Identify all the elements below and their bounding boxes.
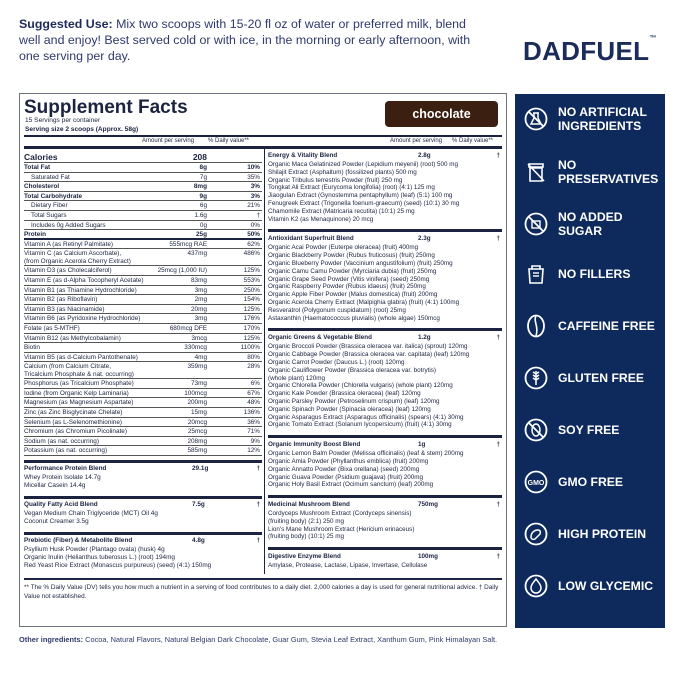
blend-dv: † (496, 334, 500, 342)
claim-label: NO FILLERS (558, 267, 631, 281)
blend-ingredient: Amylase, Protease, Lactase, Lipase, Invertase, Cellulase (268, 562, 428, 570)
nutrient-name: Potassium (as nat. occurring) (24, 447, 108, 455)
svg-text:GMO: GMO (527, 480, 545, 487)
serving-size: Serving size 2 scoops (Approx. 58g) (25, 126, 139, 133)
nutrient-dv: 125% (243, 334, 260, 342)
column-divider (264, 149, 265, 574)
nutrient-row (24, 398, 262, 408)
blend-ingredient: Organic Maca Gelatinized Powder (Lepidium meyenii) (root) 500 mg (268, 161, 459, 168)
amount-header-right: Amount per serving (390, 138, 443, 144)
protein-icon (524, 522, 548, 546)
claim-label: LOW GLYCEMIC (558, 579, 654, 593)
blend-ingredient: Organic Camu Camu Powder (Myrciaria dubia) (fruit) 250mg (268, 267, 437, 275)
nutrient-row (24, 379, 262, 389)
nutrient-dv: 35% (247, 173, 260, 181)
blend-amount: 100mg (418, 553, 438, 561)
soy-cross-icon (524, 418, 548, 442)
nutrient-dv: 176% (243, 315, 260, 323)
blend-section (268, 328, 502, 432)
claim-label: HIGH PROTEIN (558, 527, 647, 541)
nutrient-amount: 3mcg (191, 334, 207, 342)
blend-ingredient: Red Yeast Rice Extract (Monascus purpureus) (seed) (4:1) 150mg (24, 562, 212, 570)
blend-name: Antioxidant Superfruit Blend (268, 235, 354, 243)
nutrient-row (24, 192, 262, 202)
blend-amount: 29.1g (192, 465, 209, 473)
flavor-badge: chocolate (385, 101, 498, 127)
supplement-facts-panel (19, 93, 507, 627)
blend-name: Performance Protein Blend (24, 465, 107, 473)
brand-logo (523, 36, 657, 67)
blend-ingredient: Cordyceps Mushroom Extract (Cordyceps sinensis) (268, 510, 412, 518)
nutrient-name: Selenium (as L-Selenomethionine) (24, 418, 123, 426)
nutrient-name: Vitamin C (as Calcium Ascorbate), (from Organic Acerola Cherry Extract) (24, 250, 131, 265)
blend-ingredient: Organic Holy Basil Extract (Ocimum sanctum) (leaf) 200mg (268, 481, 434, 489)
claim-item (524, 210, 623, 238)
nutrient-amount: 20mcg (187, 418, 207, 426)
blend-ingredient: Tongkat Ali Extract (Eurycoma longifolia) (root) (4:1) 125 mg (268, 184, 435, 192)
nutrient-row (24, 230, 262, 240)
blend-ingredient: Resveratrol (Polygonum cuspidatum) (root) 25mg (268, 306, 406, 314)
drop-icon (524, 574, 548, 598)
blend-ingredient: Lion's Mane Mushroom Extract (Hericium erinaceus) (268, 525, 415, 533)
claim-label: CAFFEINE FREE (558, 319, 655, 333)
blend-ingredient: Whey Protein Isolate 14.7g (24, 474, 101, 482)
blend-ingredient: Organic Tribulus terrestris Powder (fruit) 250 mg (268, 176, 403, 184)
jar-cross-icon (524, 160, 548, 184)
nutrient-dv: 486% (243, 250, 260, 258)
blend-ingredient: Jiaogulan Extract (Gynostemma pentaphyllum) (leaf) (5:1) 100 mg (268, 192, 453, 200)
nutrient-dv: 67% (247, 389, 260, 397)
blend-header (24, 500, 262, 510)
blend-ingredient: Organic Lemon Balm Powder (Melissa officinalis) (leaf & stem) 200mg (268, 450, 464, 458)
blend-ingredient: Organic Apple Fiber Powder (Malus domestica) (fruit) 200mg (268, 291, 438, 299)
nutrient-row (24, 221, 262, 231)
blend-ingredient: Chamomile Extract (Matricaria recutita) (10:1) 25 mg (268, 207, 415, 215)
nutrient-dv: 10% (247, 164, 260, 171)
nutrient-dv: 48% (247, 399, 260, 407)
blend-name: Energy & Vitality Blend (268, 152, 338, 159)
calories-row (24, 151, 262, 163)
brand-tm: ™ (649, 35, 657, 42)
nutrient-dv: 71% (247, 428, 260, 436)
blend-header (268, 151, 502, 161)
blend-amount: 4.8g (192, 537, 205, 545)
nutrient-amount: 4mg (194, 353, 207, 361)
blend-ingredient: (fruiting body) (2:1) 250 mg (268, 517, 344, 525)
nutrient-row (24, 305, 262, 315)
other-ingredients-label: Other ingredients: (19, 635, 84, 644)
blend-dv: † (256, 501, 260, 509)
header-rule (24, 135, 502, 137)
facts-serving-info (25, 116, 138, 134)
blend-section (24, 460, 262, 493)
claim-label: GMO FREE (558, 475, 624, 489)
claim-item (524, 158, 658, 186)
nutrient-name: Iodine (from Organic Kelp Laminaria) (24, 389, 129, 397)
claim-item (524, 522, 646, 546)
nutrient-dv: 12% (247, 447, 260, 455)
nutrient-name: Vitamin B6 (as Pyridoxine Hydrochloride) (24, 315, 141, 323)
nutrient-name: Sodium (as nat. occurring) (24, 437, 99, 445)
blend-ingredient: Organic Carrot Powder (Daucus L.) (root) 120mg (268, 358, 405, 366)
nutrient-name: Includes 0g Added Sugars (31, 221, 106, 229)
blend-ingredient: Organic Raspberry Powder (Rubus idaeus) (fruit) 250mg (268, 283, 426, 291)
nutrient-amount: 437mg (187, 250, 207, 258)
blend-ingredient: Organic Cabbage Powder (Brassica oleracea var. capitata) (leaf) 120mg (268, 351, 470, 359)
blend-ingredient: Organic Chlorella Powder (Chlorella vulgaris) (whole plant) 120mg (268, 382, 453, 390)
nutrient-row (24, 418, 262, 428)
nutrient-amount: 2mg (194, 296, 207, 304)
blend-ingredient: Vegan Medium Chain Triglyceride (MCT) Oil 4g (24, 510, 158, 518)
blend-name: Prebiotic (Fiber) & Metabolite Blend (24, 537, 133, 545)
nutrient-amount: 25g (195, 231, 207, 239)
nutrient-amount: 200mg (187, 399, 207, 407)
nutrient-row (24, 266, 262, 276)
amount-header-left: Amount per serving (142, 138, 195, 144)
blend-ingredient: Organic Annatto Powder (Bixa orellana) (seed) 200mg (268, 465, 420, 473)
nutrient-name: Vitamin E (as d-Alpha Tocopheryl Acetate) (24, 276, 144, 284)
nutrient-row (24, 240, 262, 250)
nutrient-amount: 555mcg RAE (169, 240, 207, 248)
nutrient-dv: 1100% (240, 344, 260, 352)
nutrient-row (24, 389, 262, 399)
blend-name: Organic Immunity Boost Blend (268, 441, 361, 449)
claim-label: NO ADDED SUGAR (558, 210, 623, 238)
nutrient-name: Protein (24, 231, 47, 239)
blend-ingredient: Fenugreek Extract (Trigonella foenum-graecum) (seed) (10:1) 30 mg (268, 199, 460, 207)
nutrient-name: Vitamin B5 (as d-Calcium Pantothenate) (24, 353, 138, 361)
nutrient-amount: 83mg (191, 276, 207, 284)
nutrient-row (24, 437, 262, 447)
nutrient-row (24, 163, 262, 173)
blend-ingredient: Organic Cauliflower Powder (Brassica oleracea var. botrytis) (268, 366, 436, 374)
dv-header-right: % Daily value** (452, 138, 494, 144)
other-ingredients (19, 635, 507, 646)
nutrient-name: Cholesterol (24, 183, 60, 191)
blend-ingredient: Astaxanthin (Haematococcus pluvialis) (whole algae) 150mcg (268, 314, 440, 322)
blend-amount: 1.2g (418, 334, 431, 342)
blend-ingredient: Organic Grape Seed Powder (Vitis vinifera) (seed) 250mg (268, 275, 430, 283)
nutrient-amount: 20mg (191, 305, 207, 313)
nutrient-amount: 73mg (191, 380, 207, 388)
thick-rule (24, 146, 502, 149)
blend-ingredient: Organic Parsley Powder (Petroselinum crispum) (leaf) 120mg (268, 397, 440, 405)
nutrient-row (24, 343, 262, 353)
blend-ingredient: Organic Tomato Extract (Solanum lycopersicum) (fruit) (4:1) 30mg (268, 421, 452, 429)
nutrient-dv: 36% (247, 418, 260, 426)
blend-header (268, 234, 502, 244)
blend-ingredient: Shilajit Extract (Asphaltum) (fossilized plants) 500 mg (268, 168, 417, 176)
nutrient-dv: 9% (250, 437, 260, 445)
nutrient-dv: 80% (247, 353, 260, 361)
suggested-use-text: Mix two scoops with 15-20 fl oz of water or preferred milk, blend well and enjoy! Best served cold or with ice, in the morning or early afternoon, with one serving per day. (19, 17, 471, 63)
claim-item (524, 418, 619, 442)
nutrient-name: Magnesium (as Magnesium Aspartate) (24, 399, 134, 407)
claim-item (524, 366, 644, 390)
calories-label: Calories (24, 152, 58, 162)
nutrient-name: Total Carbohydrate (24, 192, 83, 200)
blend-ingredient: Organic Broccoli Powder (Brassica oleracea var. italica) (sprout) 120mg (268, 343, 468, 351)
nutrient-dv: 21% (247, 202, 260, 210)
nutrient-amount: 8g (199, 164, 207, 171)
claim-label: GLUTEN FREE (558, 371, 644, 385)
nutrient-name: Phosphorus (as Tricalcium Phosphate) (24, 380, 134, 388)
calories-value: 208 (192, 152, 207, 162)
nutrient-row (24, 427, 262, 437)
claim-label: NO PRESERVATIVES (558, 158, 659, 186)
nutrient-dv: 28% (247, 363, 260, 371)
blend-name: Quality Fatty Acid Blend (24, 501, 98, 509)
nutrient-name: Total Fat (24, 164, 51, 171)
blend-ingredient: Psyllium Husk Powder (Plantago ovata) (husk) 4g (24, 546, 165, 554)
nutrient-row (24, 334, 262, 344)
claim-item (524, 105, 647, 133)
nutrient-amount: 7g (199, 173, 207, 181)
blend-header (24, 536, 262, 546)
nutrient-amount: 330mcg (184, 344, 207, 352)
blend-ingredient: Organic Asparagus Extract (Asparagus officinalis) (spears) (4:1) 30mg (268, 413, 464, 421)
blend-dv: † (256, 537, 260, 545)
nutrient-row (24, 295, 262, 305)
nutrient-name: Vitamin A (as Retinyl Palmitate) (24, 240, 114, 248)
nutrient-dv: 136% (243, 409, 260, 417)
blend-header (268, 333, 502, 343)
blend-ingredient: Organic Blueberry Powder (Vaccinium angustifolium) (fruit) 250mg (268, 259, 453, 267)
nutrient-amount: 3mg (194, 315, 207, 323)
blend-dv: † (496, 553, 500, 561)
nutrient-table (24, 151, 262, 573)
blend-ingredient: Organic Acerola Cherry Extract (Malpighia glabra) (fruit) (4:1) 100mg (268, 298, 460, 306)
wheat-icon (524, 366, 548, 390)
blend-ingredient: Organic Blackberry Powder (Rubus fruticosus) (fruit) 250mg (268, 252, 435, 260)
blend-dv: † (496, 501, 500, 509)
nutrient-dv: 50% (247, 231, 260, 239)
blend-amount: 7.5g (192, 501, 205, 509)
dv-footnote: ** The % Daily Value (DV) tells you how much a nutrient in a serving of food contributes to a daily diet. 2,000 calories a day is used for general nutritional advice. † Daily Value not established. (24, 578, 502, 601)
nutrient-row (24, 362, 262, 379)
nutrient-row (24, 173, 262, 183)
nutrient-amount: 15mg (191, 409, 207, 417)
nutrient-row (24, 324, 262, 334)
nutrient-row (24, 314, 262, 324)
blend-ingredient: Organic Amla Powder (Phyllanthus emblica) (fruit) 200mg (268, 457, 429, 465)
nutrient-name: Zinc (as Zinc Bisglycinate Chelate) (24, 409, 123, 417)
blend-ingredient: Organic Spinach Powder (Spinacia oleracea) (leaf) 120mg (268, 405, 431, 413)
nutrient-name: Saturated Fat (31, 173, 70, 181)
blend-dv: † (496, 235, 500, 243)
other-ingredients-text: Cocoa, Natural Flavors, Natural Belgian Dark Chocolate, Guar Gum, Stevia Leaf Extract, Xanthum Gum, Pink Himalayan Salt. (83, 635, 498, 644)
blend-ingredient: Micellar Casein 14.4g (24, 482, 86, 490)
sugar-cross-icon (524, 212, 548, 236)
suggested-use (19, 16, 487, 64)
blend-header (268, 552, 502, 562)
nutrient-dv: 3% (250, 192, 260, 200)
nutrient-row (24, 276, 262, 286)
nutrient-row (24, 201, 262, 211)
blend-name: Organic Greens & Vegetable Blend (268, 334, 372, 342)
blend-ingredient: Organic Inulin (Helianthus tuberosus L.) (root) 194mg (24, 554, 175, 562)
blend-section (24, 532, 262, 573)
nutrient-name: Vitamin B12 (as Methylcobalamin) (24, 334, 121, 342)
nutrient-amount: 208mg (187, 437, 207, 445)
claim-item (524, 470, 623, 494)
blend-ingredient: Vitamin K2 (as Menaquinone) 20 mcg (268, 215, 374, 223)
nutrient-name: Calcium (from Calcium Citrate, Tricalcium Phosphate & nat. occurring) (24, 363, 134, 378)
nutrient-name: Vitamin D3 (as Cholecalciferol) (24, 267, 112, 275)
nutrient-dv: 62% (247, 240, 260, 248)
blend-section (268, 229, 502, 325)
blend-dv: † (256, 465, 260, 473)
nutrient-row (24, 446, 262, 456)
nutrient-dv: 154% (243, 296, 260, 304)
nutrient-row (24, 249, 262, 266)
blend-ingredient: Organic Acai Powder (Euterpe oleracea) (fruit) 400mg (268, 244, 419, 252)
nutrient-amount: 680mcg DFE (169, 324, 207, 332)
nutrient-dv: 125% (243, 267, 260, 275)
nutrient-name: Total Sugars (31, 211, 67, 219)
nutrient-name: Chromium (as Chromium Picolinate) (24, 428, 127, 436)
gmo-icon (524, 470, 548, 494)
nutrient-dv: 3% (250, 183, 260, 191)
brand-name: DADFUEL (523, 36, 650, 66)
beaker-cross-icon (524, 107, 548, 131)
nutrient-amount: 9g (199, 192, 207, 200)
nutrient-amount: 3mg (194, 286, 207, 294)
claim-label: NO ARTIFICIAL INGREDIENTS (558, 105, 647, 133)
nutrient-name: Dietary Fiber (31, 202, 68, 210)
blend-ingredient: Organic Guava Powder (Psidium guajava) (fruit) 200mg (268, 473, 424, 481)
nutrient-row (24, 408, 262, 418)
blend-name: Medicinal Mushroom Blend (268, 501, 350, 509)
nutrient-row (24, 211, 262, 221)
blend-section (268, 547, 502, 573)
blend-ingredient: Coconut Creamer 3.5g (24, 518, 89, 526)
nutrient-dv: 125% (243, 305, 260, 313)
nutrient-amount: 359mg (187, 363, 207, 371)
suggested-use-label: Suggested Use: (19, 17, 113, 31)
nutrient-name: Biotin (24, 344, 40, 352)
blend-ingredient: Organic Kale Powder (Brassica oleracea) (leaf) 120mg (268, 390, 421, 398)
filler-bag-icon (524, 262, 548, 286)
blend-section (268, 495, 502, 544)
nutrient-name: Vitamin B2 (as Riboflavin) (24, 296, 98, 304)
blend-section (24, 496, 262, 529)
nutrient-dv: † (256, 211, 260, 219)
nutrient-dv: 553% (243, 276, 260, 284)
nutrient-dv: 0% (250, 221, 260, 229)
blend-amount: 2.3g (418, 235, 431, 243)
blend-table (268, 151, 502, 573)
nutrient-amount: 1.6g (194, 211, 207, 219)
nutrient-name: Folate (as 5-MTHF) (24, 324, 80, 332)
blend-ingredient: (fruiting body) (10:1) 25 mg (268, 533, 344, 541)
nutrient-row (24, 353, 262, 363)
coffee-bean-icon (524, 314, 548, 338)
blend-amount: 1g (418, 441, 426, 449)
nutrient-amount: 0g (199, 221, 207, 229)
claim-item (524, 262, 630, 286)
nutrient-row (24, 182, 262, 192)
blend-dv: † (496, 152, 500, 159)
dv-header-left: % Daily value** (208, 138, 250, 144)
blend-name: Digestive Enzyme Blend (268, 553, 341, 561)
nutrient-dv: 6% (250, 380, 260, 388)
claim-label: SOY FREE (558, 423, 620, 437)
blend-section (268, 435, 502, 492)
facts-title: Supplement Facts (24, 97, 188, 118)
nutrient-amount: 100mcg (184, 389, 207, 397)
blend-header (24, 464, 262, 474)
servings-per-container: 15 Servings per container (25, 117, 101, 124)
blend-header (268, 440, 502, 450)
claims-sidebar (515, 94, 665, 628)
nutrient-amount: 6g (199, 202, 207, 210)
nutrient-row (24, 286, 262, 296)
nutrient-amount: 585mg (187, 447, 207, 455)
claim-item (524, 314, 655, 338)
nutrient-dv: 170% (243, 324, 260, 332)
nutrient-dv: 250% (243, 286, 260, 294)
nutrient-amount: 8mg (193, 183, 207, 191)
nutrient-amount: 25mcg (1,000 IU) (157, 267, 207, 275)
blend-amount: 750mg (418, 501, 438, 509)
blend-dv: † (496, 441, 500, 449)
blend-ingredient: (whole plant) 120mg (268, 374, 326, 382)
blend-amount: 2.8g (418, 152, 431, 159)
nutrient-name: Vitamin B3 (as Niacinamide) (24, 305, 105, 313)
claim-item (524, 574, 653, 598)
nutrient-amount: 25mcg (187, 428, 207, 436)
blend-header (268, 500, 502, 510)
nutrient-name: Vitamin B1 (as Thiamine Hydrochloride) (24, 286, 137, 294)
blend-section (268, 151, 502, 226)
